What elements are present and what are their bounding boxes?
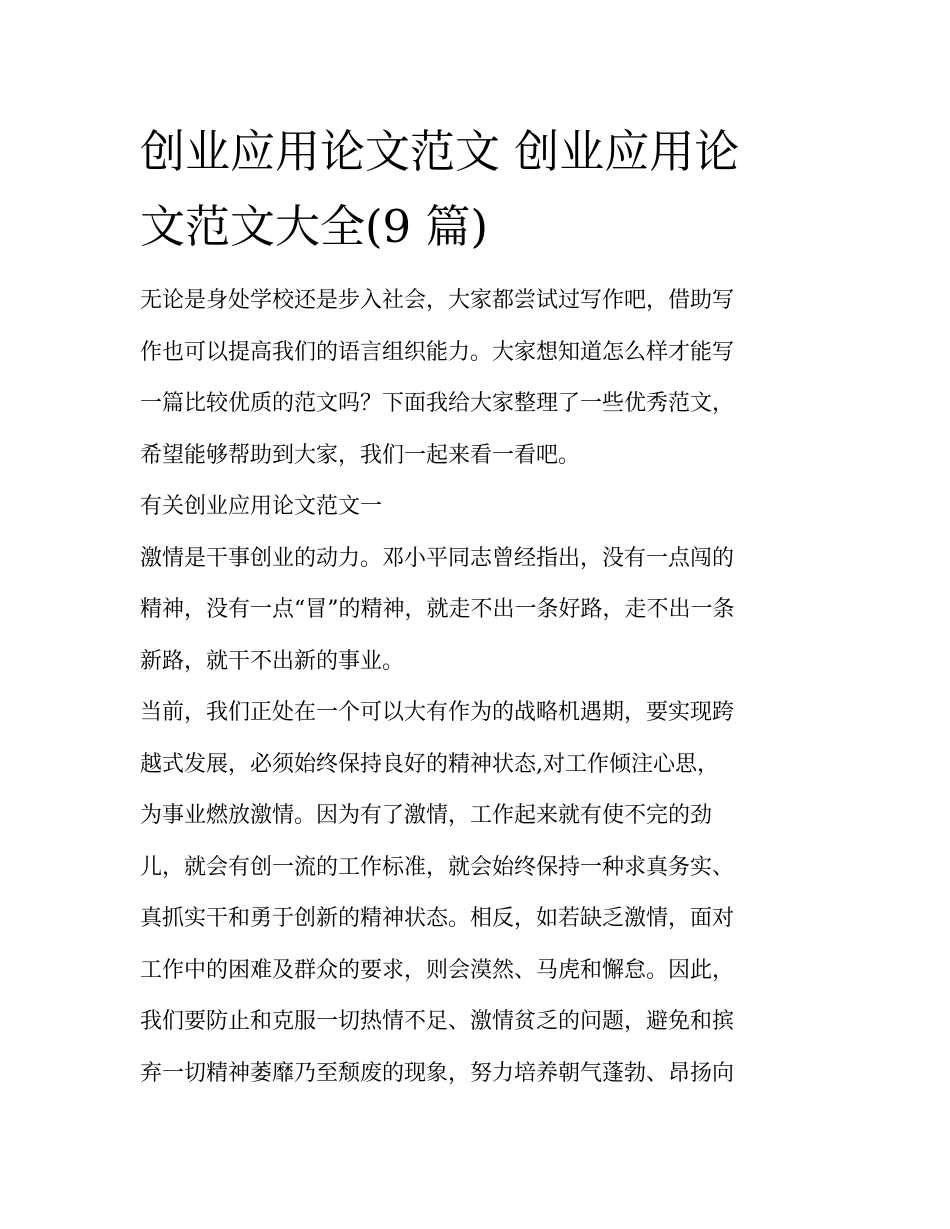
intro-line-3: 一篇比较优质的范文吗？下面我给大家整理了一些优秀范文， <box>140 391 735 416</box>
title-line-2: 文范文大全(9 篇) <box>140 200 489 253</box>
paragraph-2-line-1: 当前，我们正处在一个可以大有作为的战略机遇期，要实现跨 <box>140 700 735 725</box>
paragraph-2-line-6: 工作中的困难及群众的要求，则会漠然、马虎和懈怠。因此， <box>140 957 735 983</box>
document-title <box>140 114 820 264</box>
title-line-1: 创业应用论文范文 创业应用论 <box>140 125 740 178</box>
intro-line-1: 无论是身处学校还是步入社会，大家都尝试过写作吧，借助写 <box>140 288 735 313</box>
paragraph-2-line-7: 我们要防止和克服一切热情不足、激情贫乏的问题，避免和摈 <box>140 1009 735 1034</box>
document-body <box>140 275 820 1099</box>
paragraph-1-line-2: 精神，没有一点“冒”的精神，就走不出一条好路，走不出一条 <box>140 597 735 622</box>
paragraph-2-line-3: 为事业燃放激情。因为有了激情，工作起来就有使不完的劲 <box>140 803 713 828</box>
section-heading: 有关创业应用论文范文一 <box>140 494 383 519</box>
paragraph-2-line-4: 儿，就会有创一流的工作标准，就会始终保持一种求真务实、 <box>140 854 735 880</box>
paragraph-2-line-8: 弃一切精神萎靡乃至颓废的现象，努力培养朝气蓬勃、昂扬向 <box>140 1060 735 1086</box>
paragraph-1-line-3: 新路，就干不出新的事业。 <box>140 648 405 674</box>
paragraph-2-line-2: 越式发展，必须始终保持良好的精神状态,对工作倾注心思， <box>140 751 719 777</box>
paragraph-2-line-5: 真抓实干和勇于创新的精神状态。相反，如若缺乏激情，面对 <box>140 906 735 931</box>
intro-line-2: 作也可以提高我们的语言组织能力。大家想知道怎么样才能写 <box>140 339 735 365</box>
intro-line-4: 希望能够帮助到大家，我们一起来看一看吧。 <box>140 442 581 468</box>
paragraph-1-line-1: 激情是干事创业的动力。邓小平同志曾经指出，没有一点闯的 <box>140 545 735 571</box>
